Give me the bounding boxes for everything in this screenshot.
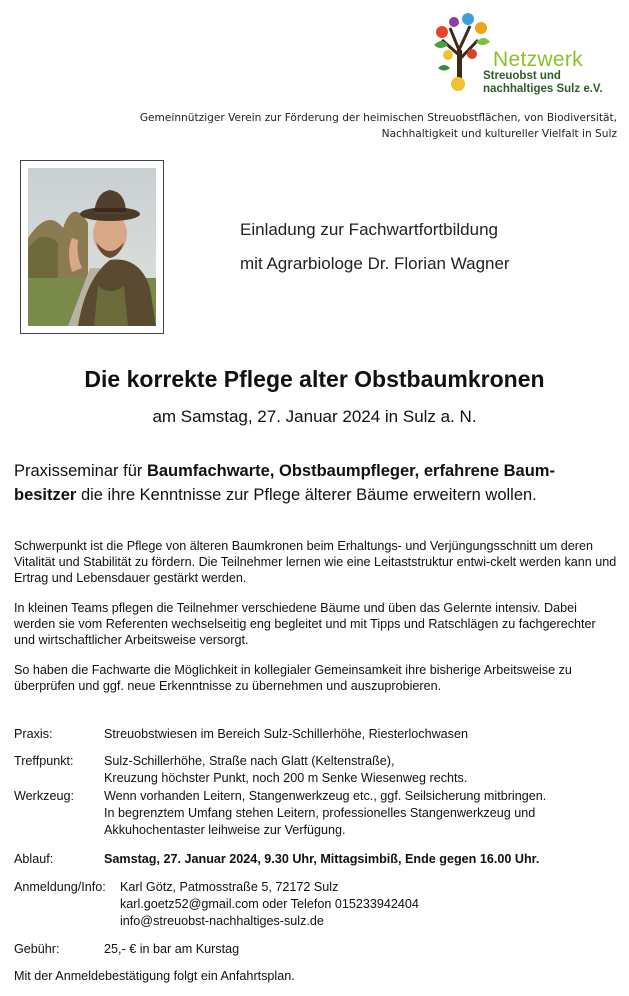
- praxis-value: Streuobstwiesen im Bereich Sulz-Schillerhöhe, Riesterlochwasen: [104, 727, 468, 741]
- event-date-location: am Samstag, 27. Januar 2024 in Sulz a. N.: [152, 407, 477, 426]
- logo-title: Netzwerk: [493, 48, 583, 71]
- ablauf-value: Samstag, 27. Januar 2024, 9.30 Uhr, Mittagsimbiß, Ende gegen 16.00 Uhr.: [104, 852, 540, 866]
- speaker-photo: [20, 160, 164, 334]
- org-description-line: Nachhaltigkeit und kultureller Vielfalt in Sulz: [381, 128, 617, 140]
- anmeldung-info-email: info@streuobst-nachhaltiges-sulz.de: [120, 914, 324, 928]
- treffpunkt-value: Sulz-Schillerhöhe, Straße nach Glatt (Keltenstraße),: [104, 754, 395, 768]
- speaker-line: mit Agrarbiologe Dr. Florian Wagner: [240, 254, 510, 273]
- invitation-text: [240, 213, 510, 281]
- werkzeug-value: In begrenztem Umfang stehen Leitern, professionelles Stangenwerkzeug und: [104, 806, 536, 820]
- treffpunkt-value: Kreuzung höchster Punkt, noch 200 m Senke Wiesenweg rechts.: [104, 771, 468, 785]
- invitation-line: Einladung zur Fachwartfortbildung: [240, 220, 498, 239]
- gebuehr-label: Gebühr:: [14, 942, 60, 956]
- werkzeug-label: Werkzeug:: [14, 789, 74, 803]
- footer-note: Mit der Anmeldebestätigung folgt ein Anfahrtsplan.: [14, 969, 295, 983]
- ablauf-label: Ablauf:: [14, 852, 54, 866]
- anmeldung-email-phone: karl.goetz52@gmail.com oder Telefon 015233942404: [120, 897, 419, 911]
- audience-prefix: Praxisseminar für: [14, 462, 147, 480]
- gebuehr-value: 25,- € in bar am Kurstag: [104, 942, 240, 956]
- logo-subtitle: nachhaltiges Sulz e.V.: [483, 83, 603, 95]
- logo-subtitle: Streuobst und: [483, 70, 561, 82]
- audience-highlight: Baumfachwarte, Obstbaumpfleger, erfahrene Baum-besitzer: [14, 462, 555, 504]
- treffpunkt-label: Treffpunkt:: [14, 754, 74, 768]
- praxis-label: Praxis:: [14, 727, 53, 741]
- anmeldung-label: Anmeldung/Info:: [14, 880, 106, 894]
- paragraph-focus: Schwerpunkt ist die Pflege von älteren Baumkronen beim Erhaltungs- und Verjüngungsschnitt um deren Vitalität und Stabilität zu fördern. Die Teilnehmer lernen wie eine Leitaststruktur entwi-ckelt werden kann und Ertrag und Lebensdauer gestärkt werden.: [14, 539, 617, 585]
- event-title: Die korrekte Pflege alter Obstbaumkronen: [84, 366, 545, 392]
- target-audience: [14, 459, 614, 507]
- audience-suffix: die ihre Kenntnisse zur Pflege älterer Bäume erweitern wollen.: [76, 486, 537, 504]
- werkzeug-value: Wenn vorhanden Leitern, Stangenwerkzeug etc., ggf. Seilsicherung mitbringen.: [104, 789, 547, 803]
- association-logo: [428, 10, 618, 98]
- organization-description: [140, 110, 617, 142]
- paragraph-colleagues: So haben die Fachwarte die Möglichkeit in kollegialer Gemeinsamkeit ihre bisherige Arbeitsweise zu überprüfen und ggf. neue Erkenntnisse zu übernehmen und auszuprobieren.: [14, 663, 572, 693]
- speaker-portrait-image: [28, 168, 156, 326]
- werkzeug-value: Akkuhochentaster leihweise zur Verfügung.: [104, 823, 346, 837]
- paragraph-teams: In kleinen Teams pflegen die Teilnehmer verschiedene Bäume und üben das Gelernte intensiv. Dabei werden sie vom Referenten wechselseitig eng begleitet und mit Tipps und Ratschlägen zu fachgerechter und wirtschaftlicher Arbeitsweise versorgt.: [14, 601, 596, 647]
- org-description-line: Gemeinnütziger Verein zur Förderung der heimischen Streuobstflächen, von Biodiversität,: [139, 112, 617, 124]
- anmeldung-contact: Karl Götz, Patmosstraße 5, 72172 Sulz: [120, 880, 339, 894]
